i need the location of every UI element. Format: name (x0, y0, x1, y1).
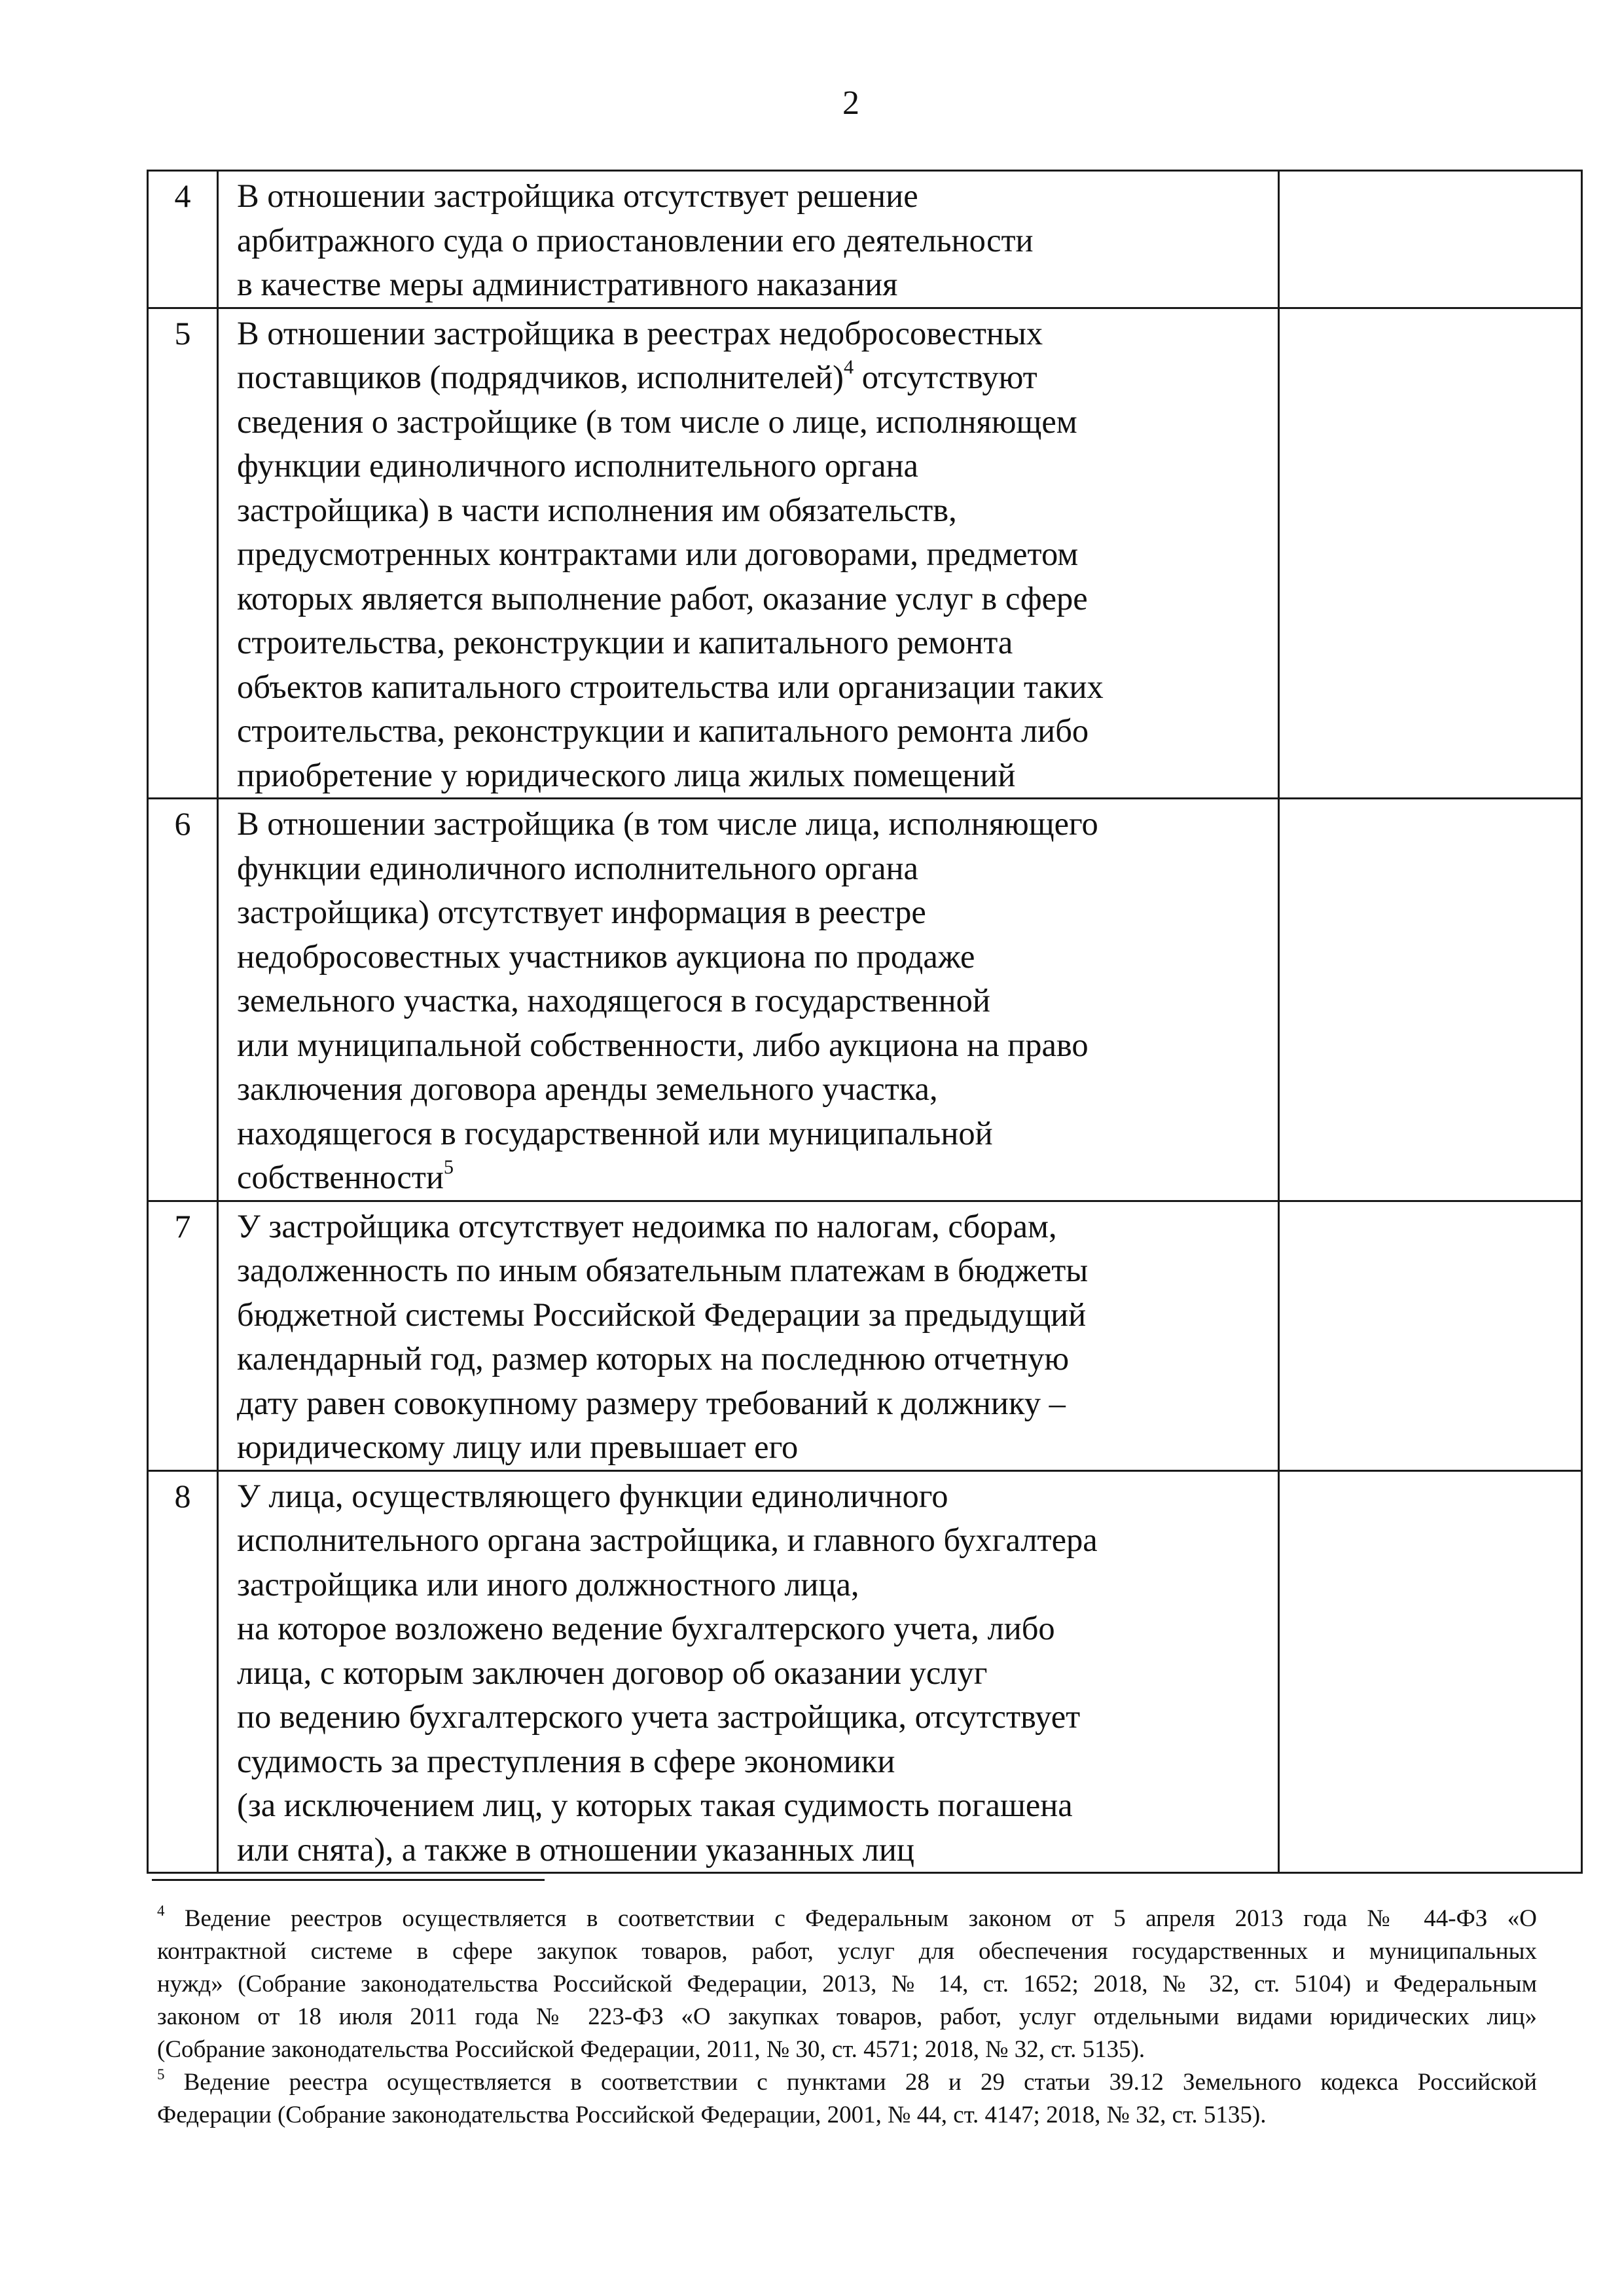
text-line: по ведению бухгалтерского учета застройщика, отсутствует (237, 1698, 1081, 1735)
text-line: В отношении застройщика отсутствует решение (237, 177, 918, 214)
text-line: календарный год, размер которых на последнюю отчетную (237, 1340, 1070, 1377)
row-mark-cell (1279, 308, 1582, 799)
row-mark-cell (1279, 1470, 1582, 1873)
text-fragment: поставщиков (подрядчиков, исполнителей) (237, 359, 844, 395)
criteria-table (147, 170, 1583, 1874)
footnote-line: нужд» (Собрание законодательства Российской Федерации, 2013, № 14, ст. 1652; 2018, № 32, ст. 5104) и Федеральным (157, 1971, 1537, 1997)
footnote-line-text: Ведение реестров осуществляется в соответствии с Федеральным законом от 5 апреля 2013 года № 44-ФЗ «О (184, 1905, 1537, 1932)
footnote-line: контрактной системе в сфере закупок товаров, работ, услуг для обеспечения государственных и муниципальных (157, 1938, 1537, 1965)
footnote-mark: 5 (157, 2066, 165, 2083)
row-text (218, 1201, 1279, 1470)
text-line: строительства, реконструкции и капитального ремонта (237, 624, 1013, 661)
text-line: застройщика) отсутствует информация в реестре (237, 894, 926, 930)
row-text (218, 799, 1279, 1201)
text-line: У застройщика отсутствует недоимка по налогам, сборам, (237, 1207, 1057, 1245)
text-line: в качестве меры административного наказания (237, 266, 898, 302)
text-line: строительства, реконструкции и капитального ремонта либо (237, 712, 1089, 749)
footnote-mark: 4 (157, 1902, 165, 1919)
text-line: находящегося в государственной или муниципальной (237, 1114, 993, 1152)
text-line: дату равен совокупному размеру требований к должнику – (237, 1384, 1066, 1421)
row-mark-cell (1279, 799, 1582, 1201)
text-line: юридическому лицу или превышает его (237, 1429, 799, 1465)
row-number: 6 (148, 799, 218, 1201)
table-row (148, 1470, 1582, 1873)
footnote-reference: 5 (443, 1156, 454, 1178)
text-fragment: отсутствуют (854, 359, 1037, 395)
text-line: застройщика или иного должностного лица, (237, 1565, 859, 1603)
footnote-separator (152, 1879, 545, 1881)
footnote-text (157, 1903, 1537, 2066)
row-number: 5 (148, 308, 218, 799)
text-fragment: собственности (237, 1159, 444, 1195)
text-line: У лица, осуществляющего функции единоличного (237, 1477, 948, 1514)
text-line: функции единоличного исполнительного органа (237, 849, 918, 886)
text-line: (за исключением лиц, у которых такая судимость погашена (237, 1787, 1073, 1823)
text-line: застройщика) в части исполнения им обязательств, (237, 491, 957, 528)
text-line: предусмотренных контрактами или договорами, предметом (237, 536, 1079, 572)
footnote-4 (157, 1903, 1537, 2066)
text-line: недобросовестных участников аукциона по продаже (237, 938, 975, 975)
footnote-line (157, 2066, 1537, 2099)
text-line: земельного участка, находящегося в государственной (237, 982, 990, 1019)
row-number: 7 (148, 1201, 218, 1470)
footnote-5 (157, 2066, 1537, 2132)
footnote-line (157, 1903, 1537, 1935)
row-text (218, 1470, 1279, 1873)
row-mark-cell (1279, 1201, 1582, 1470)
table-row (148, 1201, 1582, 1470)
footnotes (157, 1903, 1537, 2132)
footnote-reference: 4 (843, 355, 854, 378)
table-row (148, 171, 1582, 308)
text-line: заключения договора аренды земельного участка, (237, 1070, 938, 1107)
footnote-line: (Собрание законодательства Российской Федерации, 2011, № 30, ст. 4571; 2018, № 32, ст. 5135). (157, 2036, 1145, 2063)
text-line (237, 1156, 1269, 1200)
text-line: функции единоличного исполнительного органа (237, 447, 918, 484)
page-number: 2 (842, 84, 859, 122)
text-line: на которое возложено ведение бухгалтерского учета, либо (237, 1610, 1055, 1647)
text-line: лица, с которым заключен договор об оказании услуг (237, 1654, 988, 1691)
text-line: бюджетной системы Российской Федерации за предыдущий (237, 1296, 1087, 1333)
text-line: или снята), а также в отношении указанных лиц (237, 1831, 914, 1868)
row-text (218, 308, 1279, 799)
text-line: арбитражного суда о приостановлении его деятельности (237, 221, 1034, 259)
row-mark-cell (1279, 171, 1582, 308)
text-line: приобретение у юридического лица жилых помещений (237, 756, 1016, 793)
table-row (148, 308, 1582, 799)
text-line: сведения о застройщике (в том числе о лице, исполняющем (237, 403, 1077, 440)
row-number: 4 (148, 171, 218, 308)
footnote-text (157, 2066, 1537, 2132)
text-line: В отношении застройщика (в том числе лица, исполняющего (237, 805, 1098, 842)
row-text (218, 171, 1279, 308)
text-line (237, 355, 1269, 400)
text-line: исполнительного органа застройщика, и главного бухгалтера (237, 1522, 1098, 1558)
table-row (148, 799, 1582, 1201)
row-number: 8 (148, 1470, 218, 1873)
text-line: или муниципальной собственности, либо аукциона на право (237, 1026, 1089, 1063)
footnote-line: законом от 18 июля 2011 года № 223-ФЗ «О закупках товаров, работ, услуг отдельными видами юридических лиц» (157, 2003, 1537, 2030)
text-line: объектов капитального строительства или организации таких (237, 668, 1104, 705)
text-line: которых является выполнение работ, оказание услуг в сфере (237, 579, 1088, 617)
text-line: задолженность по иным обязательным платежам в бюджеты (237, 1252, 1089, 1288)
text-line: судимость за преступления в сфере экономики (237, 1742, 895, 1779)
text-line: В отношении застройщика в реестрах недобросовестных (237, 314, 1043, 352)
footnote-line-text: Ведение реестра осуществляется в соответствии с пунктами 28 и 29 статьи 39.12 Земельного кодекса Российской (183, 2069, 1538, 2096)
footnote-line: Федерации (Собрание законодательства Российской Федерации, 2001, № 44, ст. 4147; 2018, № 32, ст. 5135). (157, 2102, 1267, 2128)
